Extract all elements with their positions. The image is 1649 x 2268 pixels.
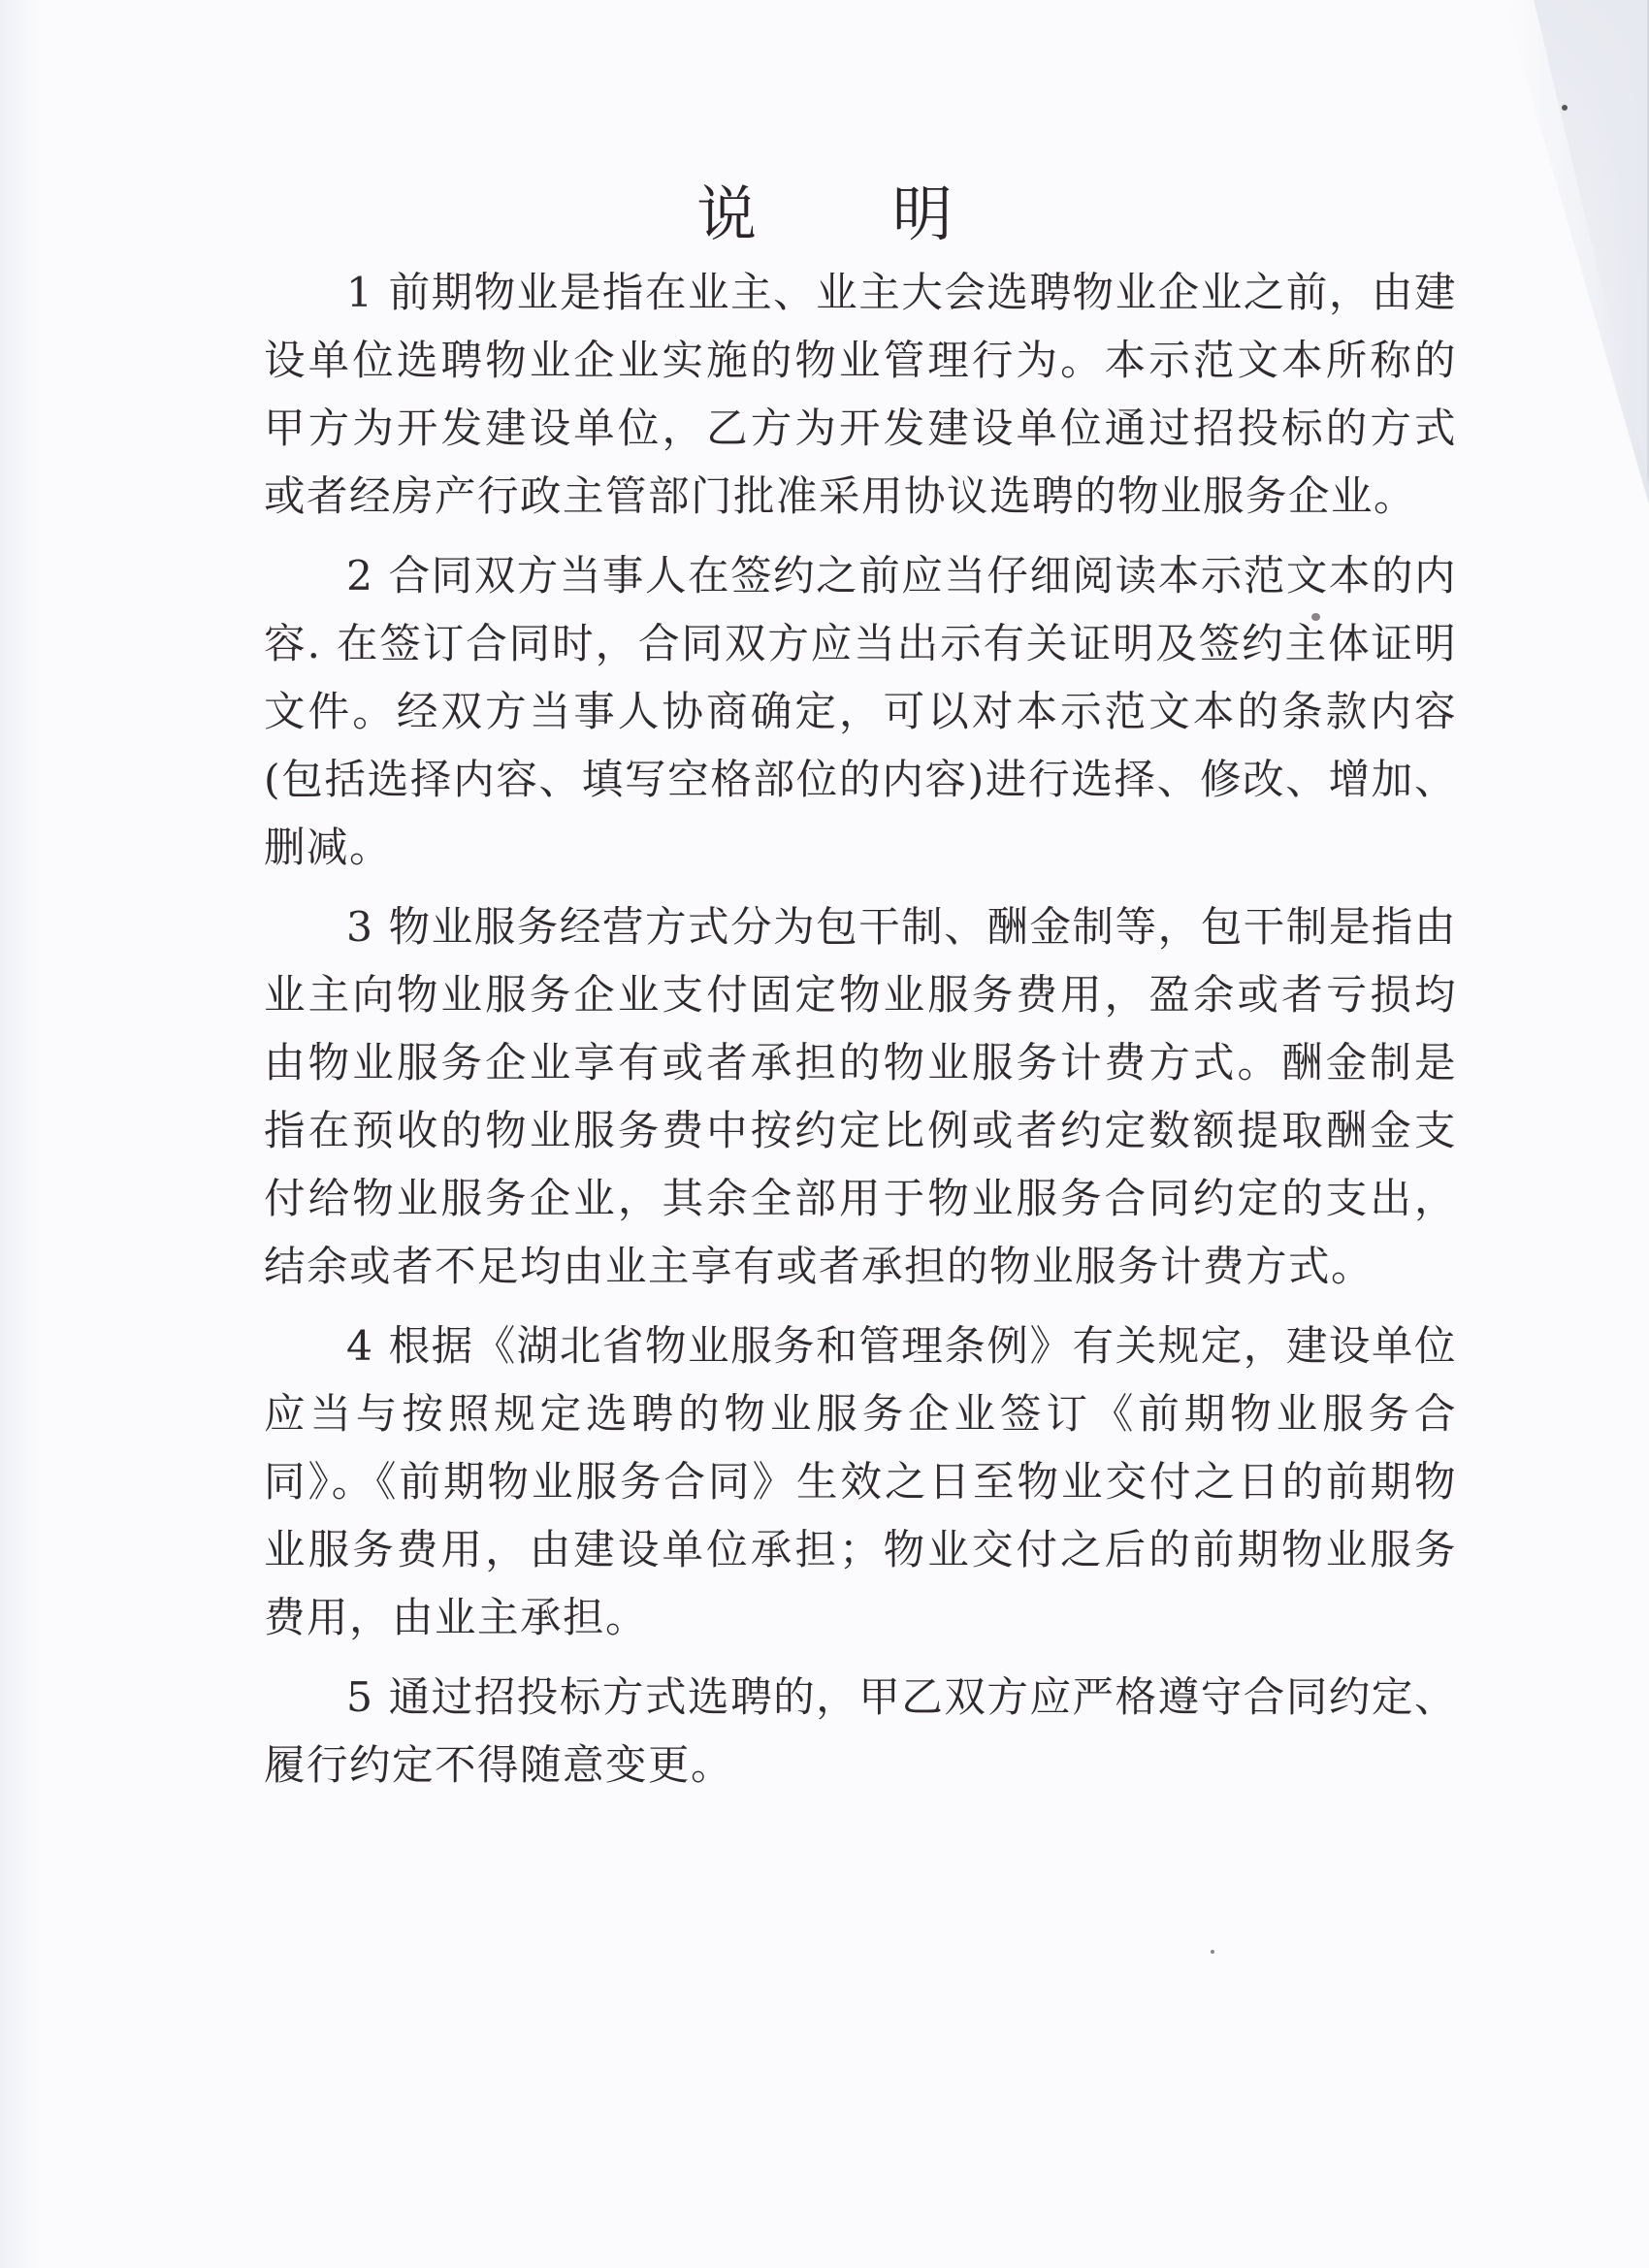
document-body [264,260,1457,1812]
paragraph-2: 2 合同双方当事人在签约之前应当仔细阅读本示范文本的内容. 在签订合同时，合同双方应当出示有关证明及签约主体证明文件。经双方当事人协商确定，可以对本示范文本的条款内容(包括选择内容、填写空格部位的内容)进行选择、修改、增加、删减。 [264,553,1457,872]
scan-speck [1562,105,1568,111]
document-title: 说 明 [696,178,1011,249]
paragraph-5: 5 通过招投标方式选聘的，甲乙双方应严格遵守合同约定、履行约定不得随意变更。 [264,1674,1457,1790]
paragraph-1: 1 前期物业是指在业主、业主大会选聘物业企业之前，由建设单位选聘物业企业实施的物业管理行为。本示范文本所称的甲方为开发建设单位，乙方为开发建设单位通过招投标的方式或者经房产行政主管部门批准采用协议选聘的物业服务企业。 [264,270,1457,521]
scan-speck [1211,1950,1214,1954]
scan-edge-shading [0,0,39,2268]
paragraph-4: 4 根据《湖北省物业服务和管理条例》有关规定，建设单位应当与按照规定选聘的物业服务企业签订《前期物业服务合同》。《前期物业服务合同》生效之日至物业交付之日的前期物业服务费用，由建设单位承担；物业交付之后的前期物业服务费用，由业主承担。 [264,1323,1457,1642]
paragraph-3: 3 物业服务经营方式分为包干制、酬金制等，包干制是指由业主向物业服务企业支付固定物业服务费用，盈余或者亏损均由物业服务企业享有或者承担的物业服务计费方式。酬金制是指在预收的物业服务费中按约定比例或者约定数额提取酬金支付给物业服务企业，其余全部用于物业服务合同约定的支出，结余或者不足均由业主享有或者承担的物业服务计费方式。 [264,904,1457,1291]
